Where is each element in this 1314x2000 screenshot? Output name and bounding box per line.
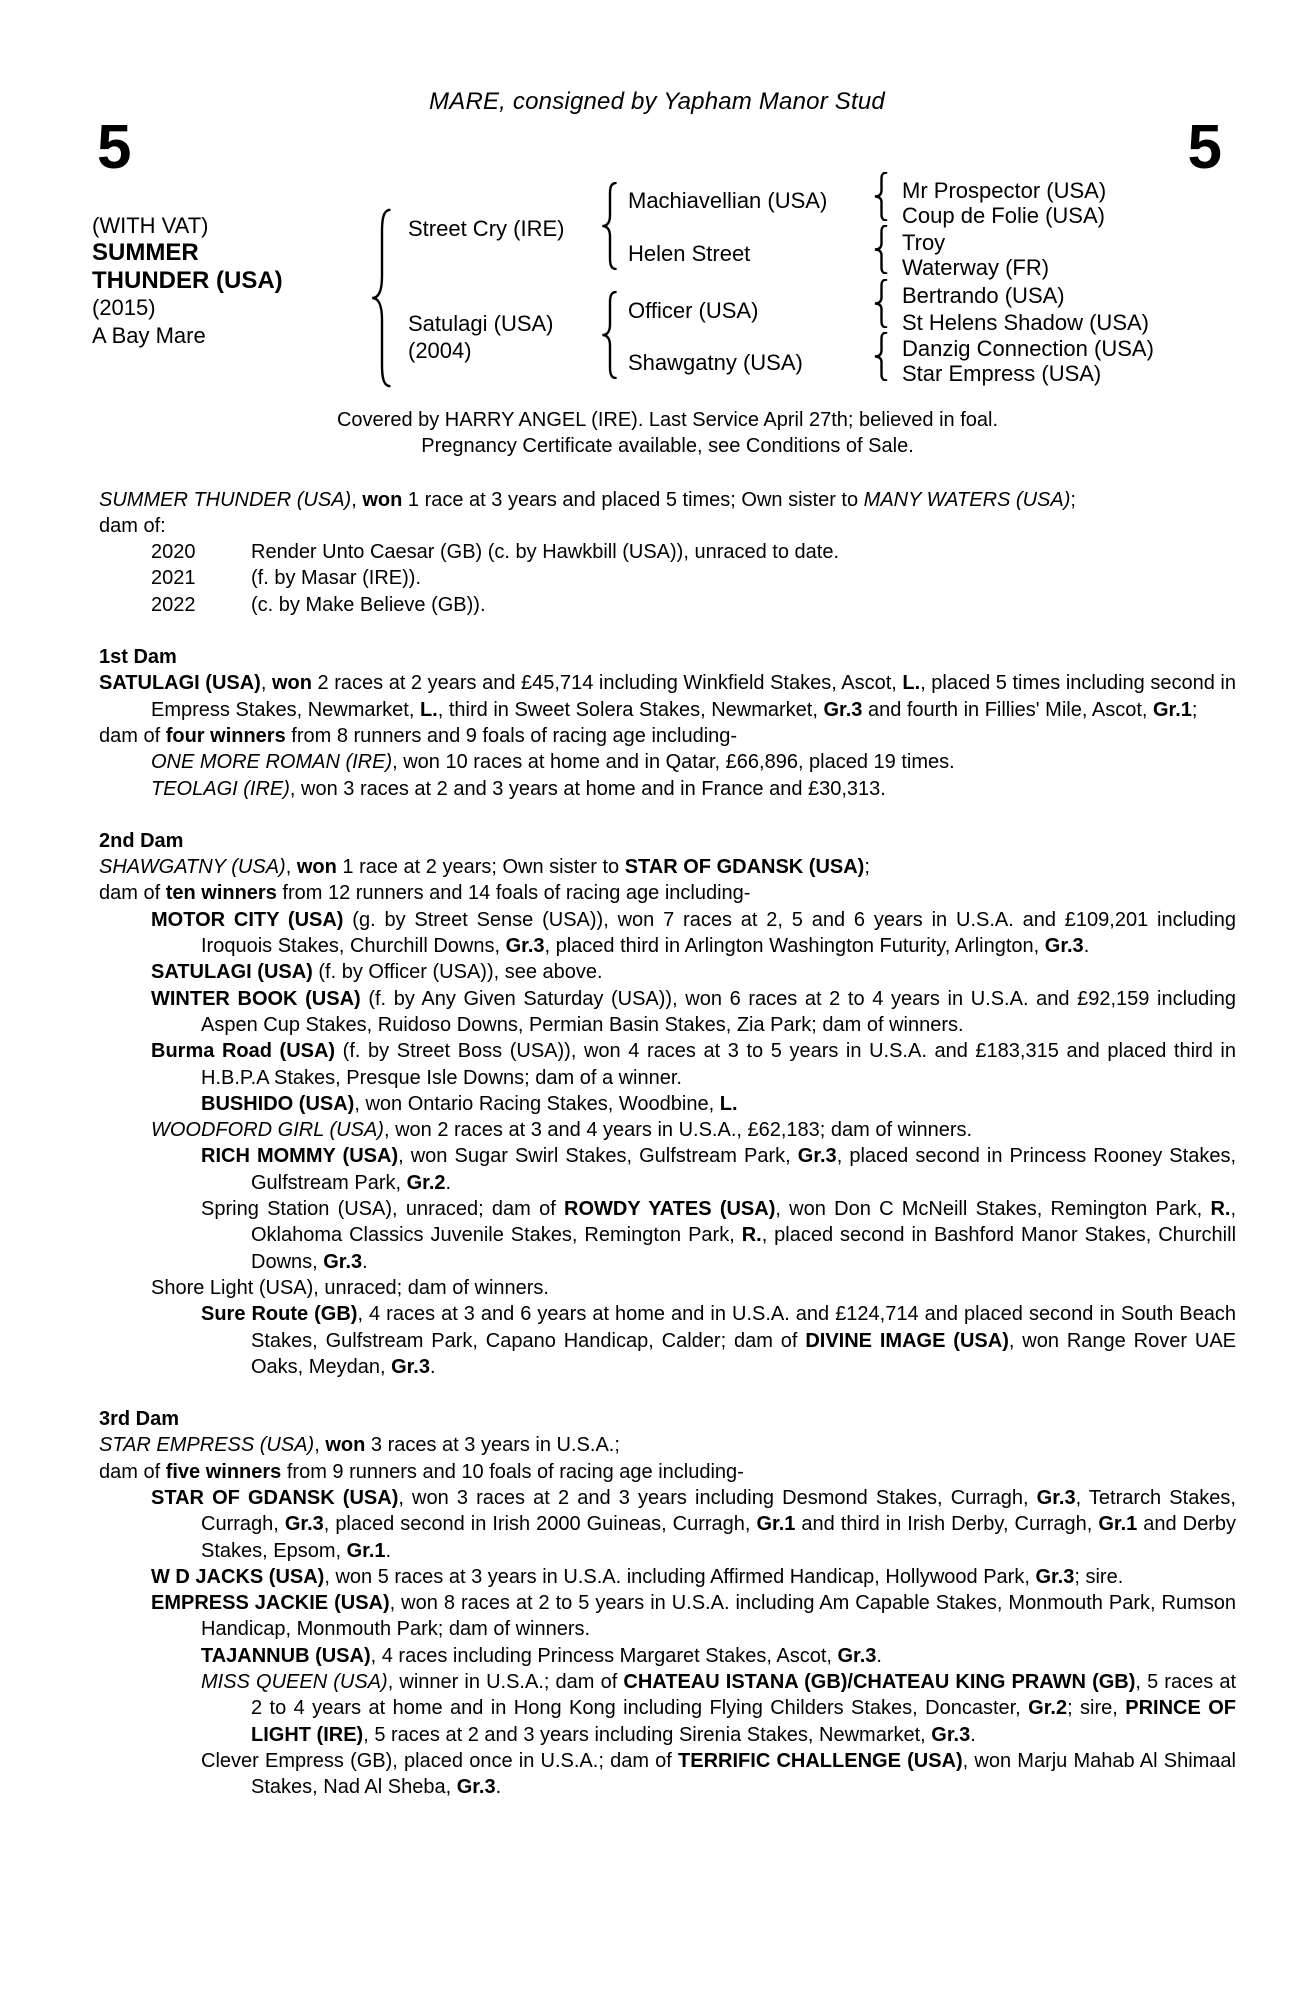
text-run: , placed second in Princess Rooney Stakes, Gulfstream Park, xyxy=(251,1145,1237,1194)
pedigree-chart xyxy=(0,0,1314,400)
text-run: , won 3 races at 2 and 3 years including Desmond Stakes, Curragh, xyxy=(398,1486,1037,1509)
pedigree-paragraph xyxy=(201,1196,1236,1275)
text-run: 2nd Dam xyxy=(99,829,184,852)
emphasis-italic: ONE MORE ROMAN (IRE) xyxy=(151,751,393,774)
emphasis-bold: Gr.3 xyxy=(1035,1565,1075,1588)
produce-record xyxy=(151,539,1236,565)
great-grandparent-name: Troy xyxy=(902,230,946,255)
emphasis-bold: L. xyxy=(902,672,921,695)
pedigree-paragraph xyxy=(99,880,1236,906)
pedigree-paragraph xyxy=(151,986,1236,1039)
pedigree-paragraph xyxy=(201,1301,1236,1380)
pedigree-brace-icon xyxy=(872,279,891,328)
section-heading xyxy=(99,644,1236,670)
produce-year: 2022 xyxy=(151,593,196,616)
great-grandparent-name: Coup de Folie (USA) xyxy=(902,203,1105,228)
text-run: from 8 runners and 9 foals of racing age including- xyxy=(285,724,738,747)
emphasis-bold: Gr.3 xyxy=(391,1355,430,1378)
emphasis-bold: TAJANNUB (USA) xyxy=(201,1644,371,1667)
text-run: ; sire. xyxy=(1074,1565,1124,1588)
emphasis-bold: four winners xyxy=(165,724,286,747)
emphasis-italic: SHAWGATNY (USA) xyxy=(99,856,286,879)
text-run: ; xyxy=(1191,698,1198,721)
emphasis-bold: RICH MOMMY (USA) xyxy=(201,1145,399,1168)
pedigree-paragraph xyxy=(201,1669,1236,1748)
horse-foaling-year: (2015) xyxy=(92,295,156,321)
pedigree-text-blocks xyxy=(99,487,1236,1801)
text-run: , won Range Rover UAE Oaks, Meydan, xyxy=(251,1329,1236,1378)
text-run: dam of xyxy=(99,1460,166,1483)
emphasis-bold: five winners xyxy=(165,1460,282,1483)
emphasis-bold: TERRIFIC CHALLENGE (USA) xyxy=(678,1749,963,1772)
text-run: and Derby Stakes, Epsom, xyxy=(201,1513,1236,1562)
granddam-name: Helen Street xyxy=(628,241,751,266)
pedigree-paragraph xyxy=(151,776,1236,802)
horse-details-block xyxy=(92,212,283,349)
text-run: , won 2 races at 3 and 4 years in U.S.A., £62,183; dam of winners. xyxy=(383,1119,973,1142)
text-run: Shore Light (USA), unraced; dam of winners. xyxy=(151,1276,549,1299)
produce-year: 2021 xyxy=(151,567,196,590)
great-grandparent-name: Mr Prospector (USA) xyxy=(902,178,1107,203)
emphasis-bold: won xyxy=(325,1434,366,1457)
grandsire-name: Machiavellian (USA) xyxy=(628,188,828,213)
emphasis-bold: Gr.3 xyxy=(323,1250,363,1273)
text-run: 1st Dam xyxy=(99,646,177,669)
text-run: , placed second in Bashford Manor Stakes, Churchill Downs, xyxy=(251,1224,1237,1273)
emphasis-bold: R. xyxy=(1210,1198,1231,1221)
text-run: , 5 races at 2 and 3 years including Sirenia Stakes, Newmarket, xyxy=(363,1723,932,1746)
pedigree-paragraph xyxy=(99,854,1236,880)
vat-note: (WITH VAT) xyxy=(92,213,209,238)
pedigree-paragraph xyxy=(201,1643,1236,1669)
pedigree-paragraph xyxy=(151,749,1236,775)
text-run: , xyxy=(351,488,363,511)
text-run: , 4 races including Princess Margaret Stakes, Ascot, xyxy=(370,1644,838,1667)
great-grandparent-name: St Helens Shadow (USA) xyxy=(902,310,1149,335)
horse-name-line2: THUNDER (USA) xyxy=(92,266,283,294)
text-run: . xyxy=(429,1355,436,1378)
emphasis-italic: MANY WATERS (USA) xyxy=(863,488,1071,511)
horse-description: A Bay Mare xyxy=(92,322,206,348)
produce-record xyxy=(151,592,1236,618)
grandsire-name: Officer (USA) xyxy=(628,298,759,323)
emphasis-bold: Gr.3 xyxy=(1044,935,1084,958)
pedigree-paragraph xyxy=(99,670,1236,723)
pedigree-paragraph xyxy=(201,1748,1236,1801)
text-run: , won 3 races at 2 and 3 years at home and in France and £30,313. xyxy=(289,777,886,800)
emphasis-bold: Gr.2 xyxy=(406,1171,446,1194)
pedigree-paragraph xyxy=(99,487,1236,513)
emphasis-bold: won xyxy=(296,856,337,879)
text-run: , xyxy=(260,672,272,695)
lot-number-left: 5 xyxy=(97,113,132,182)
text-run: . xyxy=(1083,935,1090,958)
produce-year: 2020 xyxy=(151,541,196,564)
text-run: and third in Irish Derby, Curragh, xyxy=(795,1513,1099,1536)
text-run: , won 8 races at 2 to 5 years in U.S.A. including Am Capable Stakes, Monmouth Park, Rumson Handicap, Monmouth Park; dam of winners. xyxy=(201,1592,1237,1641)
emphasis-bold: BUSHIDO (USA) xyxy=(201,1092,355,1115)
emphasis-bold: ten winners xyxy=(165,882,277,905)
emphasis-bold: won xyxy=(271,672,312,695)
pedigree-paragraph xyxy=(99,1459,1236,1485)
emphasis-italic: WOODFORD GIRL (USA) xyxy=(151,1119,384,1142)
text-run: , won Ontario Racing Stakes, Woodbine, xyxy=(354,1092,720,1115)
text-run: . xyxy=(385,1539,392,1562)
emphasis-bold: EMPRESS JACKIE (USA) xyxy=(151,1592,390,1615)
text-run: dam of: xyxy=(99,514,166,537)
great-grandparent-name: Star Empress (USA) xyxy=(902,361,1102,386)
emphasis-bold: Burma Road (USA) xyxy=(151,1040,336,1063)
text-run: , third in Sweet Solera Stakes, Newmarket, xyxy=(437,698,824,721)
dam-name: Satulagi (USA) xyxy=(408,311,554,336)
text-run: , placed second in Irish 2000 Guineas, Curragh, xyxy=(323,1513,757,1536)
great-grandparent-name: Waterway (FR) xyxy=(902,255,1050,280)
emphasis-bold: SATULAGI (USA) xyxy=(151,961,313,984)
emphasis-bold: Gr.3 xyxy=(823,698,863,721)
text-run: , winner in U.S.A.; dam of xyxy=(387,1671,624,1694)
text-run: (f. by Officer (USA)), see above. xyxy=(312,961,603,984)
pedigree-paragraph xyxy=(99,513,1236,539)
emphasis-bold: DIVINE IMAGE (USA) xyxy=(805,1329,1009,1352)
text-run: and fourth in Fillies' Mile, Ascot, xyxy=(862,698,1153,721)
text-run: (c. by Make Believe (GB)). xyxy=(251,593,486,616)
text-run: (f. by Street Boss (USA)), won 4 races at 3 to 5 years in U.S.A. and £183,315 and placed third in H.B.P.A Stakes, Presque Isle Downs; dam of a winner. xyxy=(201,1040,1236,1089)
emphasis-bold: STAR OF GDANSK (USA) xyxy=(624,856,865,879)
pedigree-brace-icon xyxy=(872,225,891,274)
text-run: ; xyxy=(1070,488,1076,511)
emphasis-bold: Gr.3 xyxy=(1036,1486,1076,1509)
emphasis-bold: Gr.1 xyxy=(1098,1513,1138,1536)
pedigree-paragraph xyxy=(99,723,1236,749)
emphasis-bold: W D JACKS (USA) xyxy=(151,1565,325,1588)
emphasis-bold: R. xyxy=(741,1224,762,1247)
pedigree-paragraph xyxy=(201,1091,1236,1117)
text-run: . xyxy=(970,1723,976,1746)
text-run: , Tetrarch Stakes, Curragh, xyxy=(201,1486,1236,1536)
pedigree-paragraph xyxy=(151,1117,1236,1143)
pedigree-brace-icon xyxy=(599,182,621,270)
text-run: , Oklahoma Classics Juvenile Stakes, Remington Park, xyxy=(251,1198,1236,1247)
emphasis-bold: Gr.3 xyxy=(284,1513,324,1536)
emphasis-bold: L. xyxy=(719,1092,738,1115)
great-grandparent-name: Bertrando (USA) xyxy=(902,283,1065,308)
emphasis-bold: CHATEAU ISTANA (GB)/CHATEAU KING PRAWN (GB) xyxy=(623,1671,1136,1694)
horse-name-line1: SUMMER xyxy=(92,239,199,267)
text-run: , won Sugar Swirl Stakes, Gulfstream Park, xyxy=(398,1145,798,1168)
emphasis-bold: STAR OF GDANSK (USA) xyxy=(151,1486,399,1509)
text-run: dam of xyxy=(99,882,166,905)
text-run: (f. by Any Given Saturday (USA)), won 6 races at 2 to 4 years in U.S.A. and £92,159 including Aspen Cup Stakes, Ruidoso Downs, Permian Basin Stakes, Zia Park; dam of winners. xyxy=(201,987,1236,1036)
text-run: , xyxy=(314,1434,326,1457)
text-run: , xyxy=(285,856,297,879)
emphasis-bold: SATULAGI (USA) xyxy=(99,672,261,695)
pedigree-paragraph xyxy=(151,907,1236,960)
text-run: ; xyxy=(864,856,870,879)
pedigree-paragraph xyxy=(151,1038,1236,1091)
pedigree-brace-icon xyxy=(872,332,891,381)
text-run: 3 races at 3 years in U.S.A.; xyxy=(365,1434,620,1457)
text-run: dam of xyxy=(99,724,166,747)
text-run: , won Don C McNeill Stakes, Remington Park, xyxy=(775,1198,1211,1221)
text-run: 1 race at 3 years and placed 5 times; Own sister to xyxy=(402,488,864,511)
text-run: ; sire, xyxy=(1067,1697,1126,1720)
lot-number-right: 5 xyxy=(1187,113,1222,182)
text-run: (g. by Street Sense (USA)), won 7 races at 2, 5 and 6 years in U.S.A. and £109,201 including Iroquois Stakes, Churchill Downs, xyxy=(201,908,1236,958)
emphasis-bold: Gr.3 xyxy=(505,935,545,958)
text-run: from 9 runners and 10 foals of racing age including- xyxy=(281,1460,744,1483)
emphasis-bold: L. xyxy=(419,698,438,721)
emphasis-bold: WINTER BOOK (USA) xyxy=(151,987,361,1010)
emphasis-italic: TEOLAGI (IRE) xyxy=(151,777,290,800)
covering-note-line2: Pregnancy Certificate available, see Conditions of Sale. xyxy=(421,435,914,458)
pedigree-paragraph xyxy=(99,1432,1236,1458)
text-run: . xyxy=(495,1776,502,1799)
pedigree-paragraph xyxy=(151,1590,1236,1643)
emphasis-bold: Gr.1 xyxy=(346,1539,386,1562)
text-run: , 4 races at 3 and 6 years at home and in U.S.A. and £124,714 and placed second in South Beach Stakes, Gulfstream Park, Capano Handicap, Calder; dam of xyxy=(251,1303,1236,1352)
emphasis-bold: won xyxy=(362,488,403,511)
text-run: , placed 5 times including second in Empress Stakes, Newmarket, xyxy=(151,672,1236,721)
emphasis-bold: Gr.1 xyxy=(1153,698,1192,721)
text-run: , won Marju Mahab Al Shimaal Stakes, Nad Al Sheba, xyxy=(251,1749,1236,1799)
section-heading xyxy=(99,828,1236,854)
text-run: 1 race at 2 years; Own sister to xyxy=(336,856,625,879)
pedigree-paragraph xyxy=(201,1143,1236,1196)
text-run: Clever Empress (GB), placed once in U.S.A.; dam of xyxy=(201,1749,679,1772)
text-run: Render Unto Caesar (GB) (c. by Hawkbill (USA)), unraced to date. xyxy=(251,541,839,564)
emphasis-italic: SUMMER THUNDER (USA) xyxy=(99,488,352,511)
text-run: , placed third in Arlington Washington Futurity, Arlington, xyxy=(544,935,1045,958)
dam-foaling-year: (2004) xyxy=(408,338,472,363)
consignor-title: MARE, consigned by Yapham Manor Stud xyxy=(429,88,885,115)
emphasis-italic: STAR EMPRESS (USA) xyxy=(99,1434,315,1457)
text-run: , 5 races at 2 to 4 years at home and in Hong Kong including Flying Childers Stakes, Doncaster, xyxy=(251,1671,1237,1720)
emphasis-bold: Gr.3 xyxy=(931,1723,971,1746)
emphasis-bold: Gr.2 xyxy=(1028,1697,1068,1720)
pedigree-paragraph xyxy=(151,1485,1236,1564)
granddam-name: Shawgatny (USA) xyxy=(628,350,803,375)
emphasis-bold: Gr.3 xyxy=(456,1776,496,1799)
text-run: Spring Station (USA), unraced; dam of xyxy=(201,1198,565,1221)
pedigree-paragraph xyxy=(151,1564,1236,1590)
emphasis-bold: Sure Route (GB) xyxy=(201,1303,358,1326)
pedigree-brace-icon xyxy=(872,172,891,221)
emphasis-bold: MOTOR CITY (USA) xyxy=(151,908,344,931)
text-run: 2 races at 2 years and £45,714 including Winkfield Stakes, Ascot, xyxy=(311,672,903,695)
pedigree-paragraph xyxy=(151,959,1236,985)
text-run: , won 10 races at home and in Qatar, £66,896, placed 19 times. xyxy=(392,751,955,774)
emphasis-italic: MISS QUEEN (USA) xyxy=(201,1671,388,1694)
pedigree-brace-icon xyxy=(599,291,621,379)
emphasis-bold: PRINCE OF LIGHT (IRE) xyxy=(251,1697,1237,1746)
text-run: (f. by Masar (IRE)). xyxy=(251,567,422,590)
text-run: . xyxy=(362,1250,368,1273)
text-run: . xyxy=(445,1171,452,1194)
produce-record xyxy=(151,565,1236,591)
catalogue-body xyxy=(99,407,1236,1801)
text-run: . xyxy=(876,1644,882,1667)
emphasis-bold: Gr.1 xyxy=(756,1513,796,1536)
text-run: , won 5 races at 3 years in U.S.A. including Affirmed Handicap, Hollywood Park, xyxy=(324,1565,1036,1588)
great-grandparent-name: Danzig Connection (USA) xyxy=(902,336,1154,361)
pedigree-paragraph xyxy=(151,1275,1236,1301)
text-run: 3rd Dam xyxy=(99,1408,180,1431)
section-heading xyxy=(99,1406,1236,1432)
text-run: from 12 runners and 14 foals of racing age including- xyxy=(276,882,751,905)
emphasis-bold: Gr.3 xyxy=(837,1644,877,1667)
sire-name: Street Cry (IRE) xyxy=(408,216,565,241)
emphasis-bold: ROWDY YATES (USA) xyxy=(564,1198,776,1221)
emphasis-bold: Gr.3 xyxy=(797,1145,837,1168)
pedigree-brace-icon xyxy=(368,208,396,388)
covering-note xyxy=(99,407,1236,460)
covering-note-line1: Covered by HARRY ANGEL (IRE). Last Service April 27th; believed in foal. xyxy=(336,409,999,431)
